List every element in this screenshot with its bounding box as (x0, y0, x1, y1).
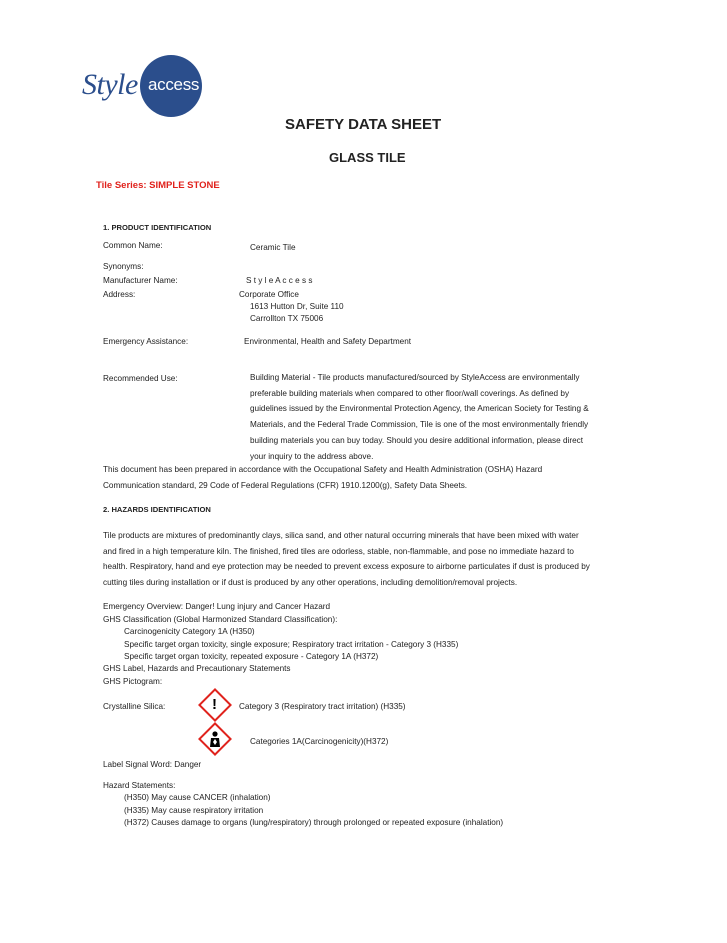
ghs-classification: GHS Classification (Global Harmonized Standard Classification): (103, 615, 338, 624)
classification-line: Specific target organ toxicity, single exposure; Respiratory tract irritation - Category 3 (H335) (124, 640, 459, 649)
document-subtitle: GLASS TILE (329, 150, 406, 165)
hazards-intro-line: health. Respiratory, hand and eye protection may be needed to prevent excess exposure to airborne particulates if dust is produced by (103, 562, 590, 572)
classification-line: Carcinogenicity Category 1A (H350) (124, 627, 255, 636)
recommended-use-line: Building Material - Tile products manufactured/sourced by StyleAccess are environmentally (250, 373, 580, 382)
health-hazard-glyph (207, 730, 223, 748)
hazard-statement: (H335) May cause respiratory irritation (124, 806, 264, 815)
document-title: SAFETY DATA SHEET (285, 116, 442, 133)
logo-text-access: access (148, 75, 200, 94)
common-name-value: Ceramic Tile (250, 243, 296, 252)
recommended-use-label: Recommended Use: (103, 374, 178, 383)
styleaccess-logo (82, 55, 212, 117)
recommended-use-line: building materials you can buy today. Should you desire additional information, please direct (250, 435, 584, 445)
hazard-statement: (H372) Causes damage to organs (lung/respiratory) through prolonged or repeated exposure (inhalation) (124, 818, 504, 827)
hazard-statement: (H350) May cause CANCER (inhalation) (124, 793, 271, 802)
pictogram1-text: Category 3 (Respiratory tract irritation) (H335) (239, 702, 406, 711)
hazards-intro (103, 528, 643, 591)
hazards-intro-line: cutting tiles during installation or if dust is produced by any other operations, including demolition/removal projects. (103, 578, 518, 588)
section1-heading: 1. PRODUCT IDENTIFICATION (103, 223, 212, 232)
ghs-label-heading: GHS Label, Hazards and Precautionary Statements (103, 664, 291, 673)
emergency-value: Environmental, Health and Safety Department (244, 337, 412, 346)
osha-line: This document has been prepared in accordance with the Occupational Safety and Health Administration (OSHA) Hazard (103, 465, 543, 474)
address-label: Address: (103, 290, 136, 299)
recommended-use-line: guidelines issued by the Environmental Protection Agency, the American Society for Testing & (250, 404, 589, 414)
synonyms-label: Synonyms: (103, 262, 144, 271)
osha-statement (103, 462, 643, 493)
recommended-use-line: your inquiry to the address above. (250, 451, 374, 461)
tile-series: Tile Series: SIMPLE STONE (96, 180, 220, 191)
hazard-statements-label: Hazard Statements: (103, 781, 176, 790)
manufacturer-value: S t y l e A c c e s s (246, 276, 313, 285)
signal-word: Label Signal Word: Danger (103, 760, 202, 769)
pictogram2-text: Categories 1A(Carcinogenicity)(H372) (250, 737, 389, 746)
address-line: 1613 Hutton Dr, Suite 110 (250, 302, 344, 311)
health-hazard-icon (202, 726, 228, 752)
emergency-overview: Emergency Overview: Danger! Lung injury and Cancer Hazard (103, 602, 331, 611)
emergency-label: Emergency Assistance: (103, 337, 189, 346)
address-line: Corporate Office (239, 290, 299, 299)
recommended-use-text (250, 370, 630, 464)
recommended-use-line: Materials, and the Federal Trade Commission, Tile is one of the most environmentally friendly (250, 420, 589, 430)
classification-line: Specific target organ toxicity, repeated exposure - Category 1A (H372) (124, 652, 379, 661)
hazards-intro-line: Tile products are mixtures of predominantly clays, silica sand, and other natural occurring minerals that have been mixed with water (103, 531, 579, 540)
common-name-label: Common Name: (103, 241, 163, 250)
section2-heading: 2. HAZARDS IDENTIFICATION (103, 505, 211, 514)
hazards-intro-line: and fired in a high temperature kiln. The finished, fired tiles are odorless, stable, non-flammable, and pose no immediate hazard to (103, 546, 574, 556)
manufacturer-label: Manufacturer Name: (103, 276, 178, 285)
address-line: Carrollton TX 75006 (250, 314, 324, 323)
recommended-use-line: preferable building materials when compared to other floor/wall coverings. As defined by (250, 388, 570, 398)
crystalline-silica-label: Crystalline Silica: (103, 702, 166, 711)
logo-text-style: Style (82, 68, 138, 101)
osha-line: Communication standard, 29 Code of Federal Regulations (CFR) 1910.1200(g), Safety Data Sheets. (103, 480, 468, 490)
exclamation-mark-icon: ! (202, 692, 228, 718)
ghs-pictogram-label: GHS Pictogram: (103, 677, 163, 686)
